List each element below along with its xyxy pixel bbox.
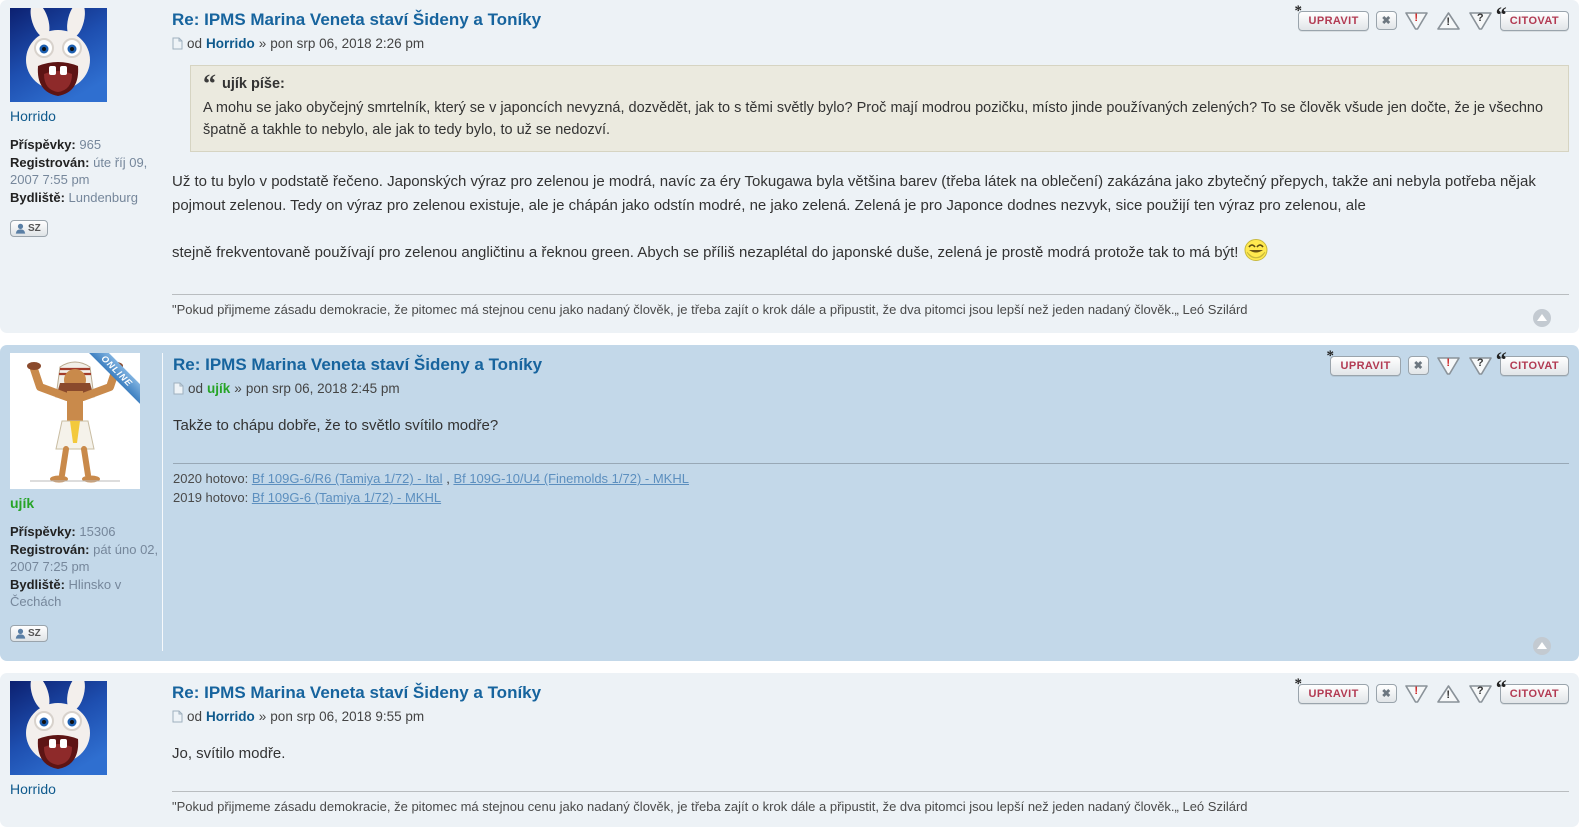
location-value: Lundenburg xyxy=(68,189,138,205)
rabbid-avatar-image xyxy=(10,8,107,102)
back-to-top-button[interactable] xyxy=(1533,637,1551,655)
meta-separator: » xyxy=(258,36,267,51)
warn-user-button[interactable] xyxy=(1436,684,1461,704)
location-label: Bydliště: xyxy=(10,189,65,205)
post-content xyxy=(172,742,1569,765)
username-link[interactable]: Horrido xyxy=(10,781,56,797)
avatar[interactable] xyxy=(10,8,107,102)
post-paragraph-text: stejně frekventovaně používají pro zelenou angličtinu a řeknou green. Abych se příliš nezaplétal do japonské duše, zelená je prostě modrá protože tak to má být! xyxy=(172,243,1239,261)
back-to-top-button[interactable] xyxy=(1533,309,1551,327)
online-ribbon: ONLINE xyxy=(73,353,140,415)
question-icon: ? xyxy=(1476,357,1484,369)
post-content xyxy=(172,170,1569,268)
registered-value: úte říj 09, 2007 7:55 pm xyxy=(10,154,148,188)
post-action-buttons xyxy=(1294,2,1569,31)
post-date: pon srp 06, 2018 9:55 pm xyxy=(270,709,425,724)
posts-count-value: 965 xyxy=(79,137,102,152)
warn-user-button[interactable] xyxy=(1436,11,1461,31)
edit-star-icon: * xyxy=(1294,3,1303,19)
edit-button-label: UPRAVIT xyxy=(1340,360,1391,372)
pm-button-label: SZ xyxy=(28,223,41,235)
report-post-button[interactable] xyxy=(1404,684,1429,704)
up-arrow-icon xyxy=(1537,642,1547,649)
warn-exclaim-icon: ! xyxy=(1446,689,1451,701)
post-doc-icon xyxy=(172,37,183,50)
post-doc-icon xyxy=(172,710,183,723)
post-date: pon srp 06, 2018 2:45 pm xyxy=(245,381,400,396)
information-button[interactable] xyxy=(1468,11,1493,31)
avatar[interactable] xyxy=(10,353,140,489)
forum-post xyxy=(0,0,1579,333)
sig-separator: , xyxy=(446,471,450,487)
registered-value: pát úno 02, 2007 7:25 pm xyxy=(10,541,159,575)
meta-separator: » xyxy=(234,381,242,396)
posts-count-value: 15306 xyxy=(79,524,116,539)
meta-separator: » xyxy=(258,709,267,724)
post-title-link[interactable]: Re: IPMS Marina Veneta staví Šideny a Toníky xyxy=(173,355,543,374)
edit-post-button[interactable] xyxy=(1326,348,1400,376)
laughing-smiley-icon xyxy=(1244,239,1268,268)
quote-post-button[interactable] xyxy=(1495,347,1569,376)
post-author-link[interactable]: ujík xyxy=(207,381,231,396)
delete-post-button[interactable] xyxy=(1408,356,1429,375)
edit-button-label: UPRAVIT xyxy=(1308,15,1359,27)
quote-button-label: CITOVAT xyxy=(1509,688,1559,700)
post-title-link[interactable]: Re: IPMS Marina Veneta staví Šideny a Toníky xyxy=(172,683,542,702)
post-author-link[interactable]: Horrido xyxy=(206,36,255,51)
registered-label: Registrován: xyxy=(10,541,90,557)
location-label: Bydliště: xyxy=(10,576,65,592)
signature xyxy=(173,463,1569,508)
report-exclaim-icon: ! xyxy=(1414,685,1419,697)
question-icon: ? xyxy=(1476,685,1484,697)
quoted-message xyxy=(190,65,1569,152)
report-exclaim-icon: ! xyxy=(1414,12,1419,24)
signature-text: "Pokud přijmeme zásadu demokracie, že pitomec má stejnou cenu jako nadaný člověk, je třeba zajít o krok dále a připustit, že dva pitomci jsou lepší než jeden nadaný člověk.„ Leó Szilárd xyxy=(172,302,1248,317)
post-author-profile xyxy=(10,8,162,323)
quote-marks-icon: “ xyxy=(1495,675,1508,700)
post-date: pon srp 06, 2018 2:26 pm xyxy=(270,36,425,51)
report-exclaim-icon: ! xyxy=(1446,357,1451,369)
quote-post-button[interactable] xyxy=(1495,675,1569,704)
posts-count-label: Příspěvky: xyxy=(10,137,76,152)
signature xyxy=(172,791,1569,817)
forum-post xyxy=(0,345,1579,661)
delete-post-button[interactable] xyxy=(1376,11,1397,30)
delete-x-icon: ✖ xyxy=(1381,15,1391,27)
private-message-button[interactable] xyxy=(10,220,48,237)
information-button[interactable] xyxy=(1468,684,1493,704)
forum-post xyxy=(0,673,1579,827)
post-title xyxy=(173,353,1330,375)
edit-button-label: UPRAVIT xyxy=(1308,688,1359,700)
user-icon xyxy=(15,628,26,639)
post-meta-line xyxy=(173,381,1569,396)
signature xyxy=(172,294,1569,320)
location-value: Hlinsko v Čechách xyxy=(10,576,122,610)
blockquote-icon: “ xyxy=(203,69,216,98)
sig-year-label: 2020 hotovo: xyxy=(173,471,249,487)
quote-text: A mohu se jako obyčejný smrtelník, který se v japoncích nevyzná, dozvědět, jak to s těmi světly bylo? Proč mají modrou pozičku, místo jinde používaných zelených? To se člověk všude jen dočte, že je všechno špatně a takhle to nebylo, ale jak to tedy bylo, to už se nedozví. xyxy=(203,99,1544,138)
information-button[interactable] xyxy=(1468,356,1493,376)
warn-exclaim-icon: ! xyxy=(1446,16,1451,28)
registered-label: Registrován: xyxy=(10,154,90,170)
od-label: od xyxy=(187,36,203,51)
quote-button-label: CITOVAT xyxy=(1509,360,1559,372)
delete-x-icon: ✖ xyxy=(1413,360,1423,372)
signature-line xyxy=(173,489,1569,508)
post-body xyxy=(162,347,1569,651)
post-paragraph: Už to tu bylo v podstatě řečeno. Japonských výraz pro zelenou je modrá, navíc za éry Tokugawa byla většina barev (třeba látek na oblečení) zakázána jako zbytečný přepych, takže ani nebyla potřeba nějak pojmout zelenou. Tedy on výraz pro zelenou existuje, ale je chápán jako odstín modré, ne jako zelená. Zelená je pro Japonce dodnes nezvyk, sice použijí ten výraz pro zelenou, ale xyxy=(172,173,1536,214)
profile-details xyxy=(10,523,162,611)
avatar[interactable] xyxy=(10,681,107,775)
post-title-link[interactable]: Re: IPMS Marina Veneta staví Šideny a Toníky xyxy=(172,10,542,29)
sig-year-label: 2019 hotovo: xyxy=(173,490,249,506)
up-arrow-icon xyxy=(1537,314,1547,321)
edit-post-button[interactable] xyxy=(1294,676,1368,704)
post-author-profile xyxy=(10,353,162,651)
profile-details xyxy=(10,136,162,206)
post-action-buttons xyxy=(1326,347,1569,376)
signature-text: "Pokud přijmeme zásadu demokracie, že pitomec má stejnou cenu jako nadaný člověk, je třeba zajít o krok dále a připustit, že dva pitomci jsou lepší než jeden nadaný člověk.„ Leó Szilárd xyxy=(172,799,1248,815)
post-paragraph: Takže to chápu dobře, že to světlo svítilo modře? xyxy=(173,417,499,434)
post-body xyxy=(162,675,1569,817)
username-link[interactable]: ujík xyxy=(10,495,35,511)
sig-build-link[interactable]: Bf 109G-10/U4 (Finemolds 1/72) - MKHL xyxy=(453,471,689,487)
quote-post-button[interactable] xyxy=(1495,2,1569,31)
post-paragraph xyxy=(172,239,1569,268)
edit-star-icon: * xyxy=(1294,676,1303,692)
post-meta-line xyxy=(172,709,1569,724)
post-content xyxy=(173,414,1569,437)
od-label: od xyxy=(187,709,203,724)
post-author-link[interactable]: Horrido xyxy=(206,709,255,724)
edit-post-button[interactable] xyxy=(1294,3,1368,31)
signature-line xyxy=(173,470,1569,489)
post-body xyxy=(162,2,1569,323)
post-title xyxy=(172,681,1298,703)
delete-post-button[interactable] xyxy=(1376,684,1397,703)
quote-button-label: CITOVAT xyxy=(1509,15,1559,27)
post-doc-icon xyxy=(173,382,184,395)
od-label: od xyxy=(188,381,204,396)
username-link[interactable]: Horrido xyxy=(10,108,56,124)
sig-build-link[interactable]: Bf 109G-6 (Tamiya 1/72) - MKHL xyxy=(251,490,442,506)
post-action-buttons xyxy=(1294,675,1569,704)
posts-count-label: Příspěvky: xyxy=(10,524,76,539)
post-meta-line xyxy=(172,36,1569,51)
sig-build-link[interactable]: Bf 109G-6/R6 (Tamiya 1/72) - Ital xyxy=(251,471,443,487)
pm-button-label: SZ xyxy=(28,627,41,639)
question-icon: ? xyxy=(1476,12,1484,24)
quote-marks-icon: “ xyxy=(1495,347,1508,372)
report-post-button[interactable] xyxy=(1436,356,1461,376)
edit-star-icon: * xyxy=(1326,348,1335,364)
delete-x-icon: ✖ xyxy=(1381,688,1391,700)
quote-marks-icon: “ xyxy=(1495,2,1508,27)
post-author-profile xyxy=(10,681,162,817)
post-paragraph: Jo, svítilo modře. xyxy=(172,745,286,762)
post-title xyxy=(172,8,1298,30)
user-icon xyxy=(15,223,26,234)
rabbid-avatar-image xyxy=(10,681,107,775)
quote-author-label: ujík píše: xyxy=(222,76,285,92)
private-message-button[interactable] xyxy=(10,625,48,642)
report-post-button[interactable] xyxy=(1404,11,1429,31)
